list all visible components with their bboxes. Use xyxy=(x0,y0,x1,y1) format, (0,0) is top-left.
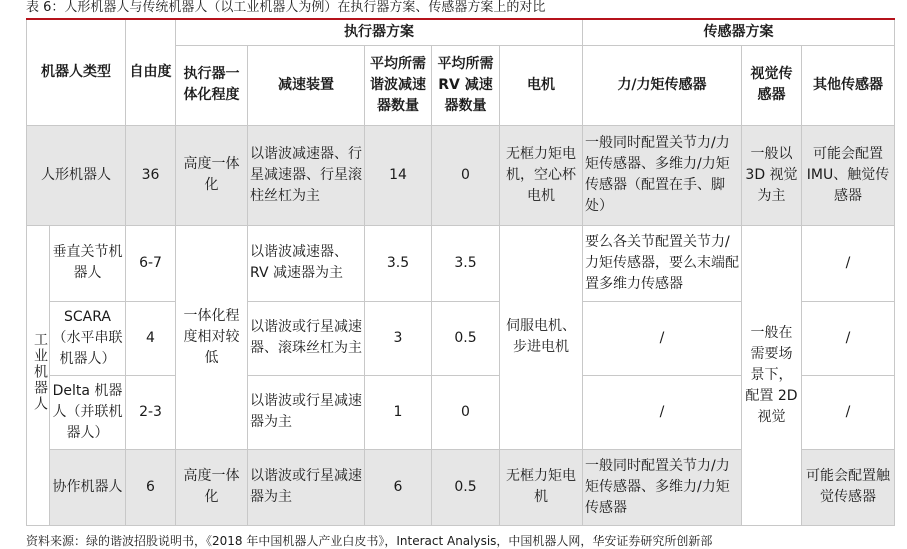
industrial-rv-0: 3.5 xyxy=(432,225,500,301)
comparison-table xyxy=(26,18,895,526)
industrial-harmonic-0: 3.5 xyxy=(365,225,432,301)
industrial-force-2: / xyxy=(583,375,742,449)
collab-motor: 无框力矩电机 xyxy=(500,449,583,525)
industrial-reducer-0: 以谐波减速器、RV 减速器为主 xyxy=(248,225,365,301)
industrial-dof-0: 6-7 xyxy=(126,225,176,301)
header-integration: 执行器一体化程度 xyxy=(176,45,248,125)
humanoid-type: 人形机器人 xyxy=(27,125,126,225)
header-force-sensor: 力/力矩传感器 xyxy=(583,45,742,125)
collab-reducer: 以谐波或行星减速器为主 xyxy=(248,449,365,525)
header-other-sensor: 其他传感器 xyxy=(802,45,895,125)
header-rv-count: 平均所需RV 减速器数量 xyxy=(432,45,500,125)
collab-harmonic: 6 xyxy=(365,449,432,525)
humanoid-motor: 无框力矩电机，空心杯电机 xyxy=(500,125,583,225)
humanoid-dof: 36 xyxy=(126,125,176,225)
collab-dof: 6 xyxy=(126,449,176,525)
source-note: 资料来源：绿的谐波招股说明书，《2018 年中国机器人产业白皮书》，Interact Analysis，中国机器人网，华安证券研究所创新部 xyxy=(26,534,713,548)
industrial-label: 工业机器人 xyxy=(27,225,50,525)
industrial-dof-2: 2-3 xyxy=(126,375,176,449)
industrial-rv-1: 0.5 xyxy=(432,301,500,375)
header-reducer: 减速装置 xyxy=(248,45,365,125)
collab-integration: 高度一体化 xyxy=(176,449,248,525)
collab-other: 可能会配置触觉传感器 xyxy=(802,449,895,525)
industrial-reducer-1: 以谐波或行星减速器、滚珠丝杠为主 xyxy=(248,301,365,375)
industrial-other-1: / xyxy=(802,301,895,375)
header-actuator-group: 执行器方案 xyxy=(176,19,583,45)
industrial-force-1: / xyxy=(583,301,742,375)
humanoid-force: 一般同时配置关节力/力矩传感器、多维力/力矩传感器（配置在手、脚处） xyxy=(583,125,742,225)
industrial-rv-2: 0 xyxy=(432,375,500,449)
humanoid-harmonic: 14 xyxy=(365,125,432,225)
header-dof: 自由度 xyxy=(126,19,176,125)
table-row xyxy=(27,225,895,301)
humanoid-other: 可能会配置IMU、触觉传感器 xyxy=(802,125,895,225)
industrial-type-2: Delta 机器人（并联机器人） xyxy=(50,375,126,449)
humanoid-vision: 一般以3D 视觉为主 xyxy=(742,125,802,225)
industrial-harmonic-2: 1 xyxy=(365,375,432,449)
industrial-other-0: / xyxy=(802,225,895,301)
table-row xyxy=(27,125,895,225)
collab-force: 一般同时配置关节力/力矩传感器、多维力/力矩传感器 xyxy=(583,449,742,525)
industrial-type-1: SCARA（水平串联机器人） xyxy=(50,301,126,375)
industrial-other-2: / xyxy=(802,375,895,449)
industrial-type-0: 垂直关节机器人 xyxy=(50,225,126,301)
header-vision-sensor: 视觉传感器 xyxy=(742,45,802,125)
industrial-harmonic-1: 3 xyxy=(365,301,432,375)
industrial-motor: 伺服电机、步进电机 xyxy=(500,225,583,449)
header-robot-type: 机器人类型 xyxy=(27,19,126,125)
collab-type: 协作机器人 xyxy=(50,449,126,525)
industrial-dof-1: 4 xyxy=(126,301,176,375)
collab-rv: 0.5 xyxy=(432,449,500,525)
header-harmonic-count: 平均所需谐波减速器数量 xyxy=(365,45,432,125)
header-motor: 电机 xyxy=(500,45,583,125)
industrial-reducer-2: 以谐波或行星减速器为主 xyxy=(248,375,365,449)
industrial-vision: 一般在需要场景下，配置 2D视觉 xyxy=(742,225,802,525)
table-title: 表 6：人形机器人与传统机器人（以工业机器人为例）在执行器方案、传感器方案上的对比 xyxy=(26,0,546,15)
humanoid-integration: 高度一体化 xyxy=(176,125,248,225)
industrial-integration: 一体化程度相对较低 xyxy=(176,225,248,449)
industrial-force-0: 要么各关节配置关节力/力矩传感器，要么末端配置多维力传感器 xyxy=(583,225,742,301)
header-sensor-group: 传感器方案 xyxy=(583,19,895,45)
humanoid-reducer: 以谐波减速器、行星减速器、行星滚柱丝杠为主 xyxy=(248,125,365,225)
humanoid-rv: 0 xyxy=(432,125,500,225)
